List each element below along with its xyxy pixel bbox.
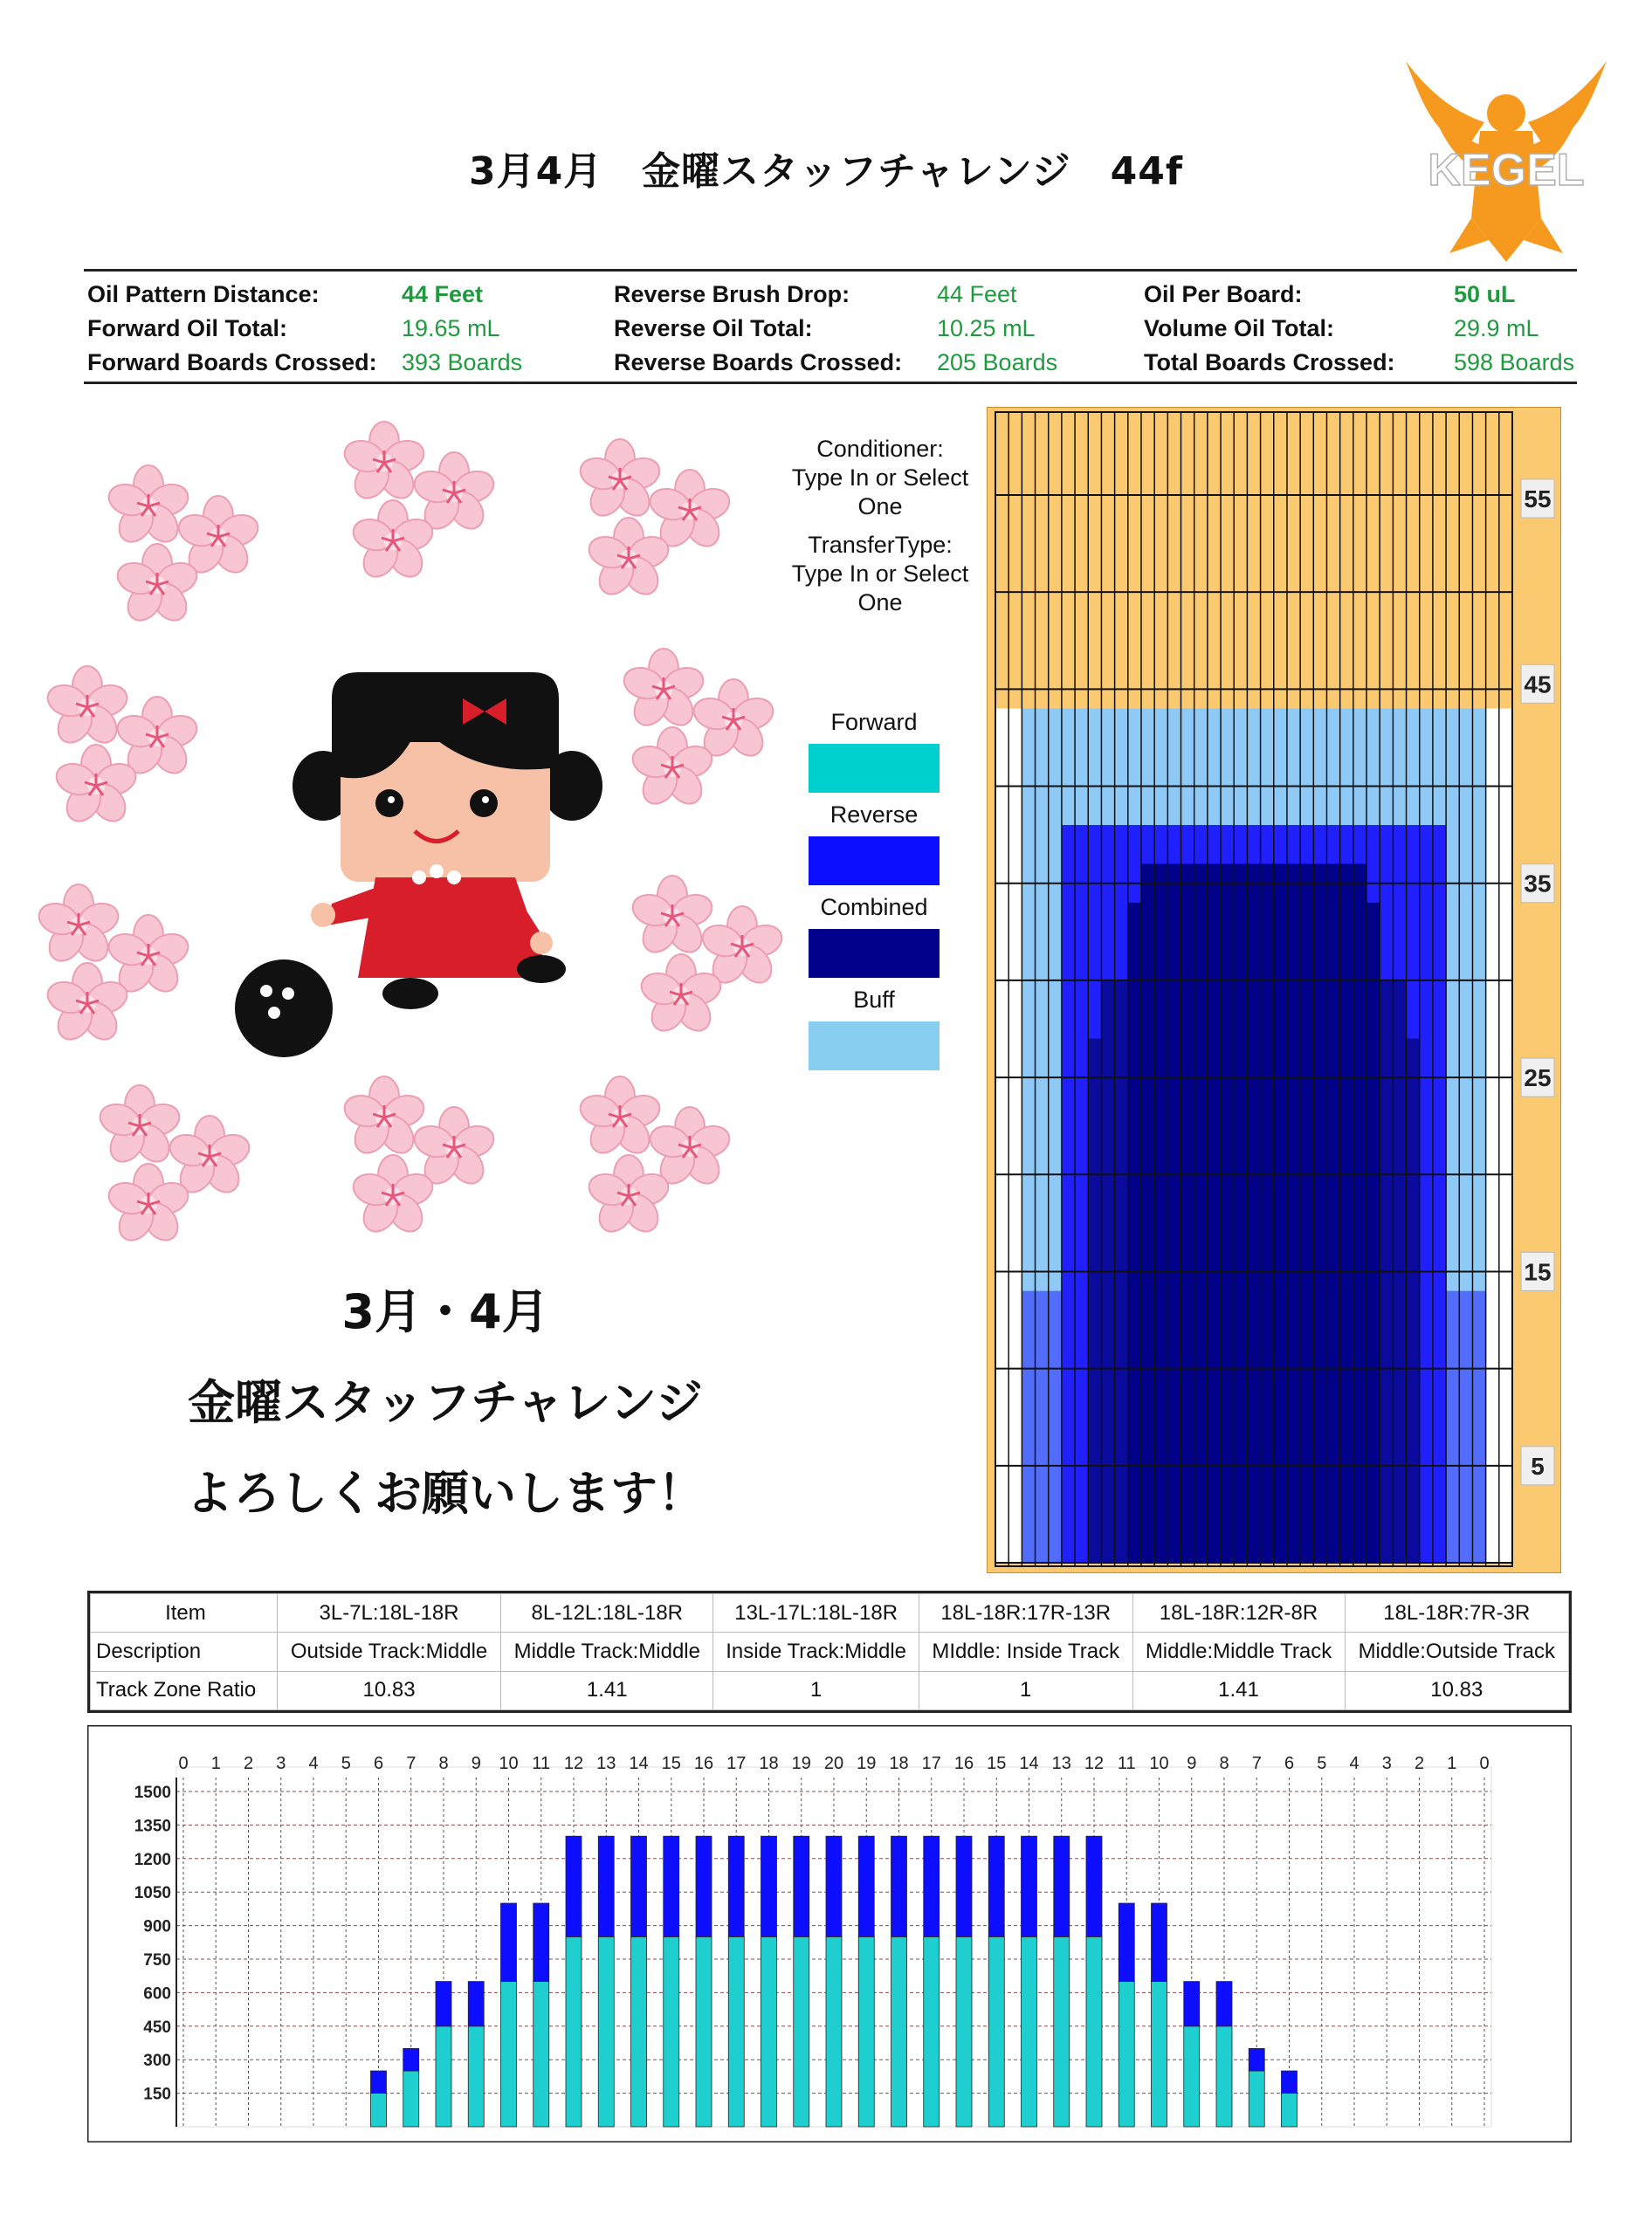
legend-swatch-combined (809, 929, 940, 978)
bar-reverse (468, 1982, 484, 2026)
x-tick-label: 4 (1349, 1754, 1359, 1773)
stat-value: 393 Boards (402, 349, 523, 375)
oil-column-fade (1446, 1291, 1459, 1563)
oil-column-base (995, 709, 1008, 1563)
stat-value: 50 uL (1454, 281, 1516, 307)
conditioner-line-1: Conditioner: (816, 436, 944, 462)
ratio-cell: 1 (713, 1671, 919, 1709)
x-tick-label: 13 (1051, 1754, 1071, 1773)
oil-column (1433, 1136, 1446, 1563)
oil-column (1366, 903, 1380, 1563)
oil-column (1208, 863, 1221, 1563)
desc-cell: Inside Track:Middle (713, 1633, 919, 1671)
y-tick-label: 450 (143, 2018, 171, 2037)
bar-reverse (1216, 1982, 1232, 2026)
ratio-cell: 1.41 (501, 1671, 713, 1709)
oil-column (1247, 863, 1260, 1563)
zone-desc-row (91, 1633, 1569, 1671)
oil-column (1088, 1039, 1101, 1563)
x-tick-label: 7 (1251, 1754, 1262, 1773)
transfer-line-1: TransferType: (808, 532, 953, 558)
oil-column (1313, 863, 1326, 1563)
x-tick-label: 8 (1219, 1754, 1229, 1773)
zone-cell: 18L-18R:12R-8R (1132, 1594, 1345, 1633)
oil-column (1326, 863, 1339, 1563)
bar-reverse (858, 1836, 874, 1936)
desc-cell: Middle:Middle Track (1132, 1633, 1345, 1671)
oil-column (1261, 863, 1274, 1563)
zone-cell: 13L-17L:18L-18R (713, 1594, 919, 1633)
legend-label-reverse: Reverse (829, 801, 919, 828)
y-tick-label: 1200 (134, 1850, 171, 1869)
oil-column-fade (1459, 1291, 1472, 1563)
legend-label-combined: Combined (820, 894, 928, 920)
x-tick-label: 20 (823, 1754, 844, 1773)
ratio-cell: 10.83 (1345, 1671, 1568, 1709)
item-header: Item (91, 1594, 278, 1633)
x-tick-label: 3 (276, 1754, 286, 1773)
distance-tick-label: 45 (1524, 670, 1552, 698)
x-tick-label: 14 (629, 1754, 649, 1773)
y-tick-label: 1050 (134, 1884, 171, 1903)
distance-tick-label: 25 (1524, 1064, 1552, 1092)
y-tick-label: 1350 (134, 1817, 171, 1836)
legend-swatch-buff (809, 1021, 940, 1070)
x-tick-label: 16 (953, 1754, 974, 1773)
conditioner-line-3: One (857, 493, 903, 519)
bar-forward (826, 1936, 842, 2127)
conditioner-line-2: Type In or Select (791, 464, 969, 491)
bar-reverse (1152, 1903, 1167, 1982)
oil-column (1287, 863, 1300, 1563)
bar-forward (1282, 2094, 1298, 2127)
stat-label: Oil Per Board: (1144, 281, 1303, 307)
desc-cell: Middle:Outside Track (1345, 1633, 1568, 1671)
girl-character (293, 672, 602, 1009)
zone-cell: 3L-7L:18L-18R (277, 1594, 500, 1633)
stat-value: 29.9 mL (1454, 315, 1539, 341)
oil-column-base (1486, 709, 1499, 1563)
bar-forward (664, 1936, 679, 2127)
bar-forward (1216, 2026, 1232, 2127)
x-tick-label: 11 (1117, 1754, 1136, 1773)
stat-value: 598 Boards (1454, 349, 1575, 375)
bar-forward (1022, 1936, 1037, 2127)
x-tick-label: 15 (661, 1754, 681, 1773)
x-tick-label: 8 (438, 1754, 449, 1773)
oil-column-fade (1049, 1291, 1062, 1563)
legend-label-forward: Forward (830, 709, 918, 735)
zone-cell: 8L-12L:18L-18R (501, 1594, 713, 1633)
bar-forward (696, 1936, 712, 2127)
oil-column (1234, 863, 1247, 1563)
bowling-ball-icon (235, 959, 333, 1057)
kegel-logo (1397, 52, 1615, 271)
desc-cell: Outside Track:Middle (277, 1633, 500, 1671)
y-tick-label: 150 (143, 2085, 171, 2104)
blossom-cluster (576, 1076, 733, 1238)
x-tick-label: 15 (987, 1754, 1007, 1773)
bar-forward (403, 2071, 419, 2127)
distance-tick-label: 5 (1531, 1452, 1545, 1480)
stat-label: Reverse Brush Drop: (614, 281, 850, 307)
bar-forward (1086, 1936, 1102, 2127)
oil-column (1340, 863, 1353, 1563)
zone-cell: 18L-18R:7R-3R (1345, 1594, 1568, 1633)
oil-column (1075, 1136, 1088, 1563)
x-tick-label: 12 (1084, 1754, 1105, 1773)
blossom-cluster (629, 876, 786, 1037)
x-tick-label: 4 (308, 1754, 319, 1773)
oil-column (1420, 1136, 1433, 1563)
x-tick-label: 10 (499, 1754, 519, 1773)
bar-reverse (1054, 1836, 1070, 1936)
x-tick-label: 1 (1447, 1754, 1457, 1773)
bar-forward (988, 1936, 1004, 2127)
blossom-cluster (44, 666, 201, 828)
x-tick-label: 11 (532, 1754, 551, 1773)
blossom-cluster (35, 884, 192, 1046)
x-tick-label: 17 (921, 1754, 941, 1773)
x-tick-label: 19 (857, 1754, 877, 1773)
bar-forward (566, 1936, 582, 2127)
stat-value: 205 Boards (937, 349, 1058, 375)
blossom-cluster (96, 1085, 253, 1247)
y-tick-label: 750 (143, 1951, 171, 1970)
oil-column (1353, 863, 1366, 1563)
bar-reverse (956, 1836, 972, 1936)
bar-reverse (631, 1836, 647, 1936)
y-tick-label: 900 (143, 1917, 171, 1936)
stats-top-rule (84, 269, 1577, 272)
bar-forward (501, 1982, 517, 2127)
oil-column (1274, 863, 1287, 1563)
y-tick-label: 300 (143, 2052, 171, 2071)
page-title: 3月4月 金曜スタッフチャレンジ 44f (468, 149, 1184, 194)
x-tick-label: 9 (471, 1754, 481, 1773)
bar-forward (631, 1936, 647, 2127)
y-tick-label: 1500 (134, 1784, 171, 1802)
oil-column (1407, 1039, 1420, 1563)
bar-reverse (664, 1836, 679, 1936)
x-tick-label: 6 (373, 1754, 384, 1773)
legend-label-buff: Buff (853, 987, 895, 1013)
oil-column (1181, 863, 1194, 1563)
blossom-cluster (341, 422, 498, 583)
bar-reverse (924, 1836, 940, 1936)
stat-label: Forward Boards Crossed: (87, 349, 377, 375)
blossom-cluster (105, 465, 262, 627)
stat-label: Total Boards Crossed: (1144, 349, 1395, 375)
stat-value: 10.25 mL (937, 315, 1036, 341)
x-tick-label: 10 (1149, 1754, 1169, 1773)
transfer-line-3: One (857, 589, 903, 615)
zone-ratio-row (91, 1671, 1569, 1709)
stat-label: Volume Oil Total: (1144, 315, 1335, 341)
legend-swatch-forward (809, 744, 940, 793)
message-line-3: よろしくお願いします！ (186, 1466, 705, 1521)
oil-column-base (1008, 709, 1022, 1563)
x-tick-label: 2 (1414, 1754, 1425, 1773)
bar-reverse (826, 1836, 842, 1936)
bar-forward (533, 1982, 549, 2127)
bar-forward (1119, 1982, 1134, 2127)
stat-label: Reverse Oil Total: (614, 315, 813, 341)
desc-cell: Middle Track:Middle (501, 1633, 713, 1671)
blossom-cluster (341, 1076, 498, 1238)
stat-label: Oil Pattern Distance: (87, 281, 320, 307)
bar-reverse (1022, 1836, 1037, 1936)
oil-column (1154, 863, 1167, 1563)
zone-cell: 18L-18R:17R-13R (919, 1594, 1132, 1633)
stat-label: Forward Oil Total: (87, 315, 287, 341)
x-tick-label: 18 (759, 1754, 779, 1773)
bar-forward (891, 1936, 907, 2127)
board-oil-bar-chart (87, 1725, 1572, 2142)
legend-swatch-reverse (809, 836, 940, 885)
x-tick-label: 7 (406, 1754, 416, 1773)
bar-reverse (696, 1836, 712, 1936)
track-zone-table (87, 1591, 1572, 1713)
description-header: Description (91, 1633, 278, 1671)
x-tick-label: 2 (243, 1754, 254, 1773)
illustration (26, 410, 812, 1266)
oil-column-fade (1472, 1291, 1485, 1563)
bar-forward (436, 2026, 451, 2127)
oil-column-fade (1036, 1291, 1049, 1563)
bar-reverse (566, 1836, 582, 1936)
message-line-2: 金曜スタッフチャレンジ (188, 1375, 703, 1430)
x-tick-label: 13 (596, 1754, 616, 1773)
oil-column (1141, 863, 1154, 1563)
x-tick-label: 14 (1019, 1754, 1039, 1773)
x-tick-label: 3 (1381, 1754, 1392, 1773)
x-tick-label: 0 (178, 1754, 189, 1773)
bar-reverse (728, 1836, 744, 1936)
desc-cell: MIddle: Inside Track (919, 1633, 1132, 1671)
y-tick-label: 600 (143, 1984, 171, 2004)
bar-reverse (988, 1836, 1004, 1936)
bar-forward (924, 1936, 940, 2127)
bar-forward (728, 1936, 744, 2127)
stats-bottom-rule (84, 382, 1577, 384)
bar-forward (371, 2094, 387, 2127)
bar-forward (1184, 2026, 1200, 2127)
oil-column (1300, 863, 1313, 1563)
oil-column (1194, 863, 1208, 1563)
x-tick-label: 5 (341, 1754, 351, 1773)
zone-header-row (91, 1594, 1569, 1633)
oil-column-fade (1022, 1291, 1035, 1563)
bar-reverse (533, 1903, 549, 1982)
bar-reverse (501, 1903, 517, 1982)
bar-reverse (1184, 1982, 1200, 2026)
oil-column (1221, 863, 1234, 1563)
bar-forward (1054, 1936, 1070, 2127)
stat-label: Reverse Boards Crossed: (614, 349, 903, 375)
ratio-cell: 10.83 (277, 1671, 500, 1709)
blossom-cluster (620, 649, 777, 810)
bar-forward (761, 1936, 777, 2127)
x-tick-label: 9 (1187, 1754, 1197, 1773)
bar-forward (1249, 2071, 1264, 2127)
distance-tick-label: 15 (1524, 1258, 1552, 1286)
bar-reverse (761, 1836, 777, 1936)
oil-column-base (1499, 709, 1512, 1563)
bar-reverse (1119, 1903, 1134, 1982)
ratio-cell: 1 (919, 1671, 1132, 1709)
bar-forward (858, 1936, 874, 2127)
bar-forward (468, 2026, 484, 2127)
distance-tick-label: 35 (1524, 870, 1552, 897)
stat-value: 19.65 mL (402, 315, 500, 341)
x-tick-label: 0 (1479, 1754, 1490, 1773)
bar-reverse (598, 1836, 614, 1936)
oil-column (1062, 1136, 1075, 1563)
x-tick-label: 1 (210, 1754, 221, 1773)
x-tick-label: 17 (726, 1754, 747, 1773)
transfer-line-2: Type In or Select (791, 560, 969, 587)
lane-oil-map (987, 407, 1561, 1573)
bar-reverse (1282, 2071, 1298, 2094)
bar-forward (956, 1936, 972, 2127)
x-tick-label: 16 (693, 1754, 714, 1773)
bar-forward (1152, 1982, 1167, 2127)
bar-reverse (794, 1836, 809, 1936)
greeting-message (105, 1275, 786, 1537)
x-tick-label: 18 (889, 1754, 909, 1773)
oil-column (1167, 863, 1180, 1563)
bar-forward (794, 1936, 809, 2127)
conditioner-label (775, 435, 985, 521)
blossom-cluster (576, 439, 733, 601)
bar-forward (598, 1936, 614, 2127)
x-tick-label: 5 (1317, 1754, 1327, 1773)
distance-tick-label: 55 (1524, 485, 1552, 512)
ratio-cell: 1.41 (1132, 1671, 1345, 1709)
stat-value: 44 Feet (937, 281, 1017, 307)
bar-reverse (371, 2071, 387, 2094)
x-tick-label: 12 (563, 1754, 584, 1773)
bar-reverse (436, 1982, 451, 2026)
logo-text: KEGEL (1428, 145, 1585, 196)
stat-value: 44 Feet (402, 281, 484, 307)
x-tick-label: 19 (791, 1754, 811, 1773)
transfer-type-label (775, 531, 985, 617)
bar-reverse (1249, 2048, 1264, 2071)
bar-reverse (1086, 1836, 1102, 1936)
ratio-header: Track Zone Ratio (91, 1671, 278, 1709)
bar-reverse (891, 1836, 907, 1936)
x-tick-label: 6 (1284, 1754, 1295, 1773)
oil-column (1128, 903, 1141, 1563)
bar-reverse (403, 2048, 419, 2071)
message-line-1: 3月・4月 (341, 1284, 549, 1339)
